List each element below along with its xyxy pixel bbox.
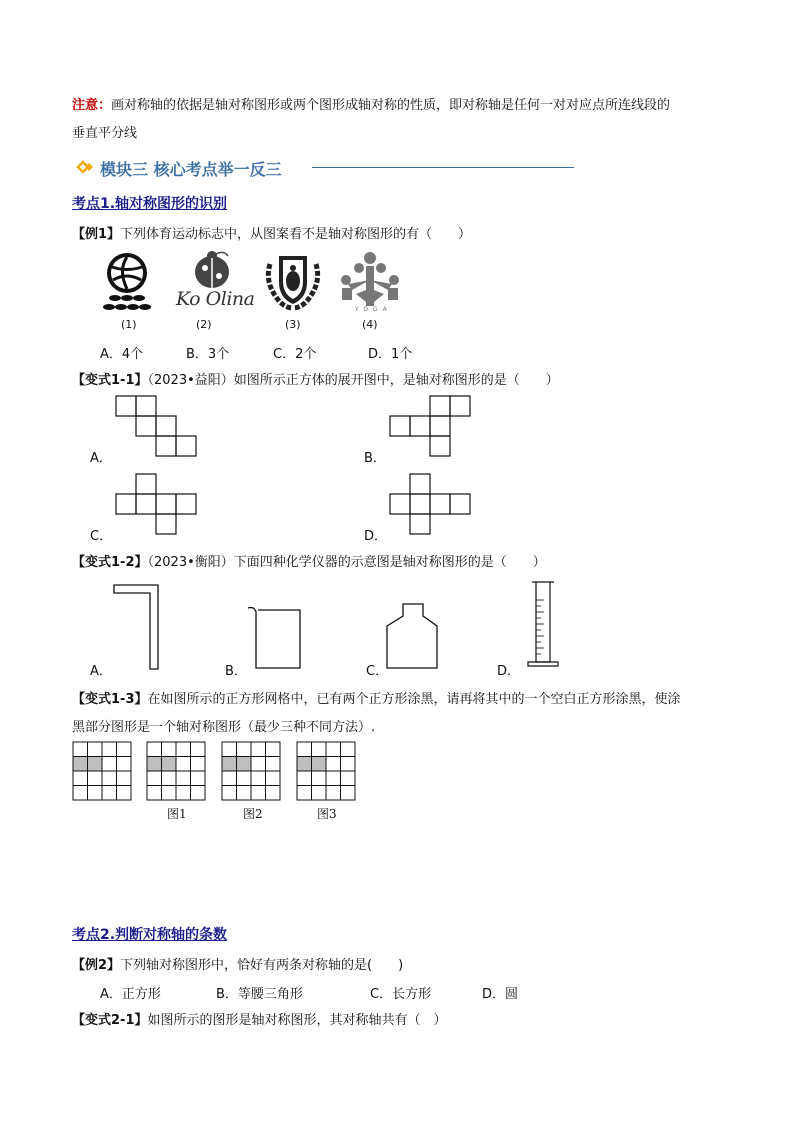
grid-caption-3: 图3 xyxy=(317,807,337,821)
shaded-cell xyxy=(297,757,312,772)
ex1-option-d: D．1个 xyxy=(368,347,413,362)
grid-cell xyxy=(88,786,103,801)
logo-caption-3: (3) xyxy=(285,318,301,331)
grid-cell xyxy=(341,757,356,772)
kp2-title: 考点2.判断对称轴的条数 xyxy=(72,927,228,943)
grid-cell xyxy=(341,742,356,757)
reagent-bottle-icon xyxy=(385,602,441,670)
grid-caption-1: 图1 xyxy=(167,807,187,821)
ex1-question-line xyxy=(72,223,471,242)
note-line-1 xyxy=(72,94,670,113)
grid-cell xyxy=(147,786,162,801)
v13-tag: 【变式1-3】 xyxy=(72,692,148,707)
ex2-tag: 【例2】 xyxy=(72,958,121,973)
grid-cell xyxy=(237,742,252,757)
v11-label-d: D． xyxy=(364,529,388,544)
grid-cell xyxy=(266,757,281,772)
v11-label-b: B． xyxy=(364,451,386,466)
v12-label-b: B． xyxy=(225,664,247,679)
laurel-crest-logo-icon xyxy=(262,250,324,314)
shaded-cell xyxy=(237,757,252,772)
grid-cell xyxy=(312,742,327,757)
grid-cell xyxy=(117,757,132,772)
ex2-option-d: D．圆 xyxy=(482,987,519,1002)
shaded-cell xyxy=(312,757,327,772)
grid-cell xyxy=(222,771,237,786)
v11-tag: 【变式1-1】 xyxy=(72,373,148,388)
v21-question: 如图所示的图形是轴对称图形，其对称轴共有（ ） xyxy=(147,1013,447,1028)
grid-cell xyxy=(88,771,103,786)
grid-cell xyxy=(237,786,252,801)
v11-question-line xyxy=(72,369,559,388)
ko-olina-text: Ko Olina xyxy=(176,288,255,310)
cube-net-d xyxy=(389,473,471,535)
cube-net-b xyxy=(389,395,471,457)
square-grid-1 xyxy=(72,741,132,801)
ex2-question-line xyxy=(72,954,403,973)
grid-cell xyxy=(191,757,206,772)
ex1-question: 下列体育运动标志中，从图案看不是轴对称图形的有（ ） xyxy=(120,227,472,242)
ex1-option-b: B．3个 xyxy=(186,347,230,362)
grid-cell xyxy=(297,771,312,786)
ex1-tag: 【例1】 xyxy=(72,227,121,242)
beaker-icon xyxy=(246,604,306,670)
grid-cell xyxy=(341,786,356,801)
grid-cell xyxy=(191,786,206,801)
v13-question-1: 在如图所示的正方形网格中，已有两个正方形涂黑，请再将其中的一个空白正方形涂黑，使涂 xyxy=(147,692,681,707)
bent-tube-icon xyxy=(112,583,162,671)
grid-cell xyxy=(191,771,206,786)
grid-cell xyxy=(191,742,206,757)
grid-cell xyxy=(162,786,177,801)
grid-cell xyxy=(73,742,88,757)
grid-cell xyxy=(117,786,132,801)
shaded-cell xyxy=(162,757,177,772)
grid-cell xyxy=(222,786,237,801)
square-grid-3 xyxy=(221,741,281,801)
grid-cell xyxy=(117,771,132,786)
square-grid-4 xyxy=(296,741,356,801)
v11-label-c: C． xyxy=(90,529,113,544)
v12-question: （2023•衡阳）下面四种化学仪器的示意图是轴对称图形的是（ ） xyxy=(147,555,546,570)
ex2-option-c: C．长方形 xyxy=(370,987,432,1002)
v12-tag: 【变式1-2】 xyxy=(72,555,148,570)
grid-cell xyxy=(88,742,103,757)
ex1-option-c: C．2个 xyxy=(273,347,317,362)
logo-caption-4: (4) xyxy=(362,318,378,331)
grid-cell xyxy=(251,757,266,772)
grid-cell xyxy=(102,742,117,757)
grid-cell xyxy=(162,771,177,786)
grid-cell xyxy=(297,786,312,801)
note-text-1: 画对称轴的依据是轴对称图形或两个图形成轴对称的性质，即对称轴是任何一对对应点所连线段的 xyxy=(111,98,671,113)
grid-cell xyxy=(102,786,117,801)
ex1-option-a: A．4个 xyxy=(100,347,144,362)
grid-cell xyxy=(251,771,266,786)
v12-label-c: C． xyxy=(366,664,389,679)
grid-cell xyxy=(73,786,88,801)
grid-cell xyxy=(326,742,341,757)
yoga-text: YOGA xyxy=(355,306,392,313)
section-divider xyxy=(312,167,574,168)
v21-question-line xyxy=(72,1009,447,1028)
grid-cell xyxy=(312,771,327,786)
shaded-cell xyxy=(88,757,103,772)
note-text-2: 垂直平分线 xyxy=(72,126,138,141)
grid-cell xyxy=(147,742,162,757)
grid-cell xyxy=(176,771,191,786)
grid-cell xyxy=(237,771,252,786)
cube-net-a xyxy=(115,395,197,457)
shaded-cell xyxy=(73,757,88,772)
square-grid-2 xyxy=(146,741,206,801)
grid-cell xyxy=(251,742,266,757)
grid-cell xyxy=(222,742,237,757)
grid-caption-2: 图2 xyxy=(243,807,263,821)
grid-cell xyxy=(326,771,341,786)
diamond-icon xyxy=(74,160,96,174)
grid-cell xyxy=(312,786,327,801)
grid-cell xyxy=(176,742,191,757)
v11-question: （2023•益阳）如图所示正方体的展开图中，是轴对称图形的是（ ） xyxy=(147,373,559,388)
grid-cell xyxy=(176,786,191,801)
ex2-option-a: A．正方形 xyxy=(100,987,161,1002)
graduated-cylinder-icon xyxy=(524,580,568,672)
kp1-title: 考点1.轴对称图形的识别 xyxy=(72,196,228,212)
grid-cell xyxy=(326,757,341,772)
v11-label-a: A． xyxy=(90,451,112,466)
v13-question-2: 黑部分图形是一个轴对称图形（最少三种不同方法）. xyxy=(72,720,376,735)
grid-cell xyxy=(117,742,132,757)
grid-cell xyxy=(326,786,341,801)
grid-cell xyxy=(147,771,162,786)
shaded-cell xyxy=(222,757,237,772)
grid-cell xyxy=(266,742,281,757)
grid-cell xyxy=(341,771,356,786)
volleyball-logo-icon xyxy=(100,250,156,320)
cube-net-c xyxy=(115,473,197,535)
grid-cell xyxy=(102,771,117,786)
grid-cell xyxy=(176,757,191,772)
v21-tag: 【变式2-1】 xyxy=(72,1013,148,1028)
section-title: 模块三 核心考点举一反三 xyxy=(100,160,282,179)
grid-cell xyxy=(102,757,117,772)
grid-cell xyxy=(266,771,281,786)
shaded-cell xyxy=(147,757,162,772)
v13-question-line-1 xyxy=(72,688,681,707)
grid-cell xyxy=(162,742,177,757)
v12-question-line xyxy=(72,551,546,570)
logo-caption-1: (1) xyxy=(121,318,137,331)
grid-cell xyxy=(297,742,312,757)
grid-cell xyxy=(266,786,281,801)
grid-cell xyxy=(251,786,266,801)
v12-label-a: A． xyxy=(90,664,112,679)
logo-caption-2: (2) xyxy=(196,318,212,331)
ex2-question: 下列轴对称图形中，恰好有两条对称轴的是( ) xyxy=(120,958,404,973)
ex2-option-b: B．等腰三角形 xyxy=(216,987,303,1002)
note-label: 注意： xyxy=(72,98,112,113)
v12-label-d: D． xyxy=(497,664,521,679)
grid-cell xyxy=(73,771,88,786)
